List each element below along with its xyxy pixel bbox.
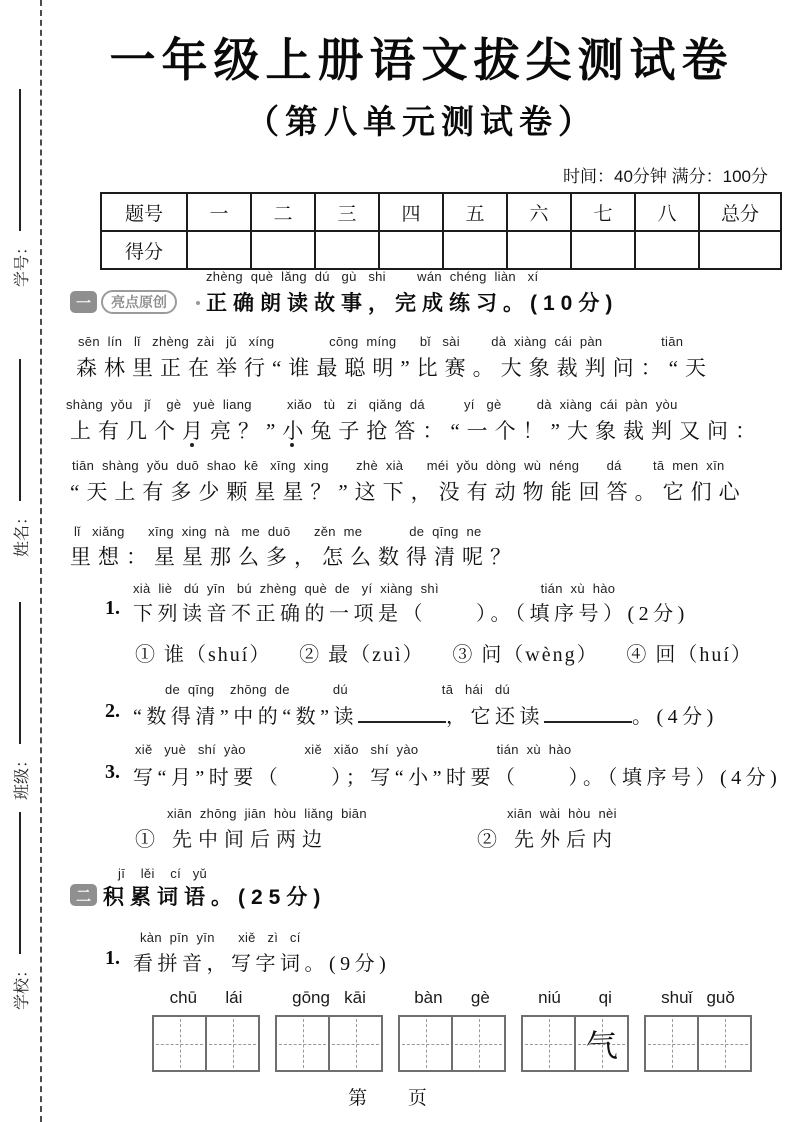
section-two-title: 积累词语。(25分) xyxy=(103,886,327,909)
school-label: 学校： xyxy=(13,961,31,1010)
write-group-2-pinyin: gōng kāi xyxy=(292,988,366,1007)
option-4-label: ④ xyxy=(626,644,649,666)
score-header-cell: 三 xyxy=(315,193,379,231)
score-table-score-row xyxy=(101,231,781,269)
option-3 xyxy=(452,638,598,667)
emphasized-char-xiao: 小 xyxy=(282,419,311,443)
passage-line2-seg0: 上有几个 xyxy=(70,419,182,443)
student-name-label: 姓名： xyxy=(13,508,31,557)
score-header-cell: 总分 xyxy=(699,193,781,231)
passage-line3-text: “天上有多少颗星星？”这下，没有动物能回答。它们心 xyxy=(70,480,747,504)
question3-option2-pinyin: xiān wài hòu nèi xyxy=(507,806,617,821)
score-table xyxy=(100,192,782,270)
question3-option1 xyxy=(135,823,328,852)
student-id-label: 学号： xyxy=(13,238,31,287)
option-2 xyxy=(299,638,424,667)
option-1-text: 谁（shuí） xyxy=(164,644,272,666)
passage-line3-pinyin: tiān shàng yǒu duō shao kē xīng xing zhè xià méi yǒu dòng wù néng dá tā men xīn xyxy=(72,458,725,473)
passage-line2-seg1: 亮？” xyxy=(210,419,283,443)
score-input-cell[interactable] xyxy=(635,231,699,269)
score-input-cell[interactable] xyxy=(187,231,251,269)
write-group-5 xyxy=(644,1015,752,1072)
question2-seg2: ，它还读 xyxy=(446,706,545,728)
passage-line4-pinyin: lǐ xiǎng xīng xing nà me duō zěn me de qīng ne xyxy=(74,524,482,539)
question1-options xyxy=(135,638,753,667)
student-id-field xyxy=(7,57,33,287)
score-input-cell[interactable] xyxy=(699,231,781,269)
question3-option2-label: ② xyxy=(477,829,503,851)
school-field xyxy=(7,780,33,1010)
score-row-label: 得分 xyxy=(101,231,187,269)
write-group-3 xyxy=(398,1015,506,1072)
question3-pinyin: xiě yuè shí yào xiě xiǎo shí yào tián xù hào xyxy=(135,742,572,757)
emphasized-char-yue: 月 xyxy=(182,419,210,443)
option-2-text: 最（zuì） xyxy=(328,644,425,666)
passage-line2-text xyxy=(70,415,763,445)
write-group-4 xyxy=(521,1015,629,1072)
score-header-cell: 五 xyxy=(443,193,507,231)
score-input-cell[interactable] xyxy=(571,231,635,269)
score-header-cell: 七 xyxy=(571,193,635,231)
question1-text: 下列读音不正确的一项是（ ）。（填序号）(2分) xyxy=(133,603,689,625)
class-label: 班级： xyxy=(13,751,31,800)
page-number-footer: 第 页 xyxy=(348,1088,445,1109)
question2-pinyin: de qīng zhōng de dú tā hái dú xyxy=(165,682,511,697)
option-4 xyxy=(626,638,753,667)
option-1-label: ① xyxy=(135,644,157,666)
score-input-cell[interactable] xyxy=(507,231,571,269)
cut-line-divider xyxy=(40,0,42,1122)
question3-option1-pinyin: xiān zhōng jiān hòu liǎng biān xyxy=(167,806,367,821)
section-one-title: 正确朗读故事，完成练习。(10分) xyxy=(206,292,619,315)
question3-option1-text: 先中间后两边 xyxy=(172,829,328,851)
score-header-cell: 一 xyxy=(187,193,251,231)
write-group-3-pinyin: bàn gè xyxy=(414,988,490,1007)
handwritten-qi: 气 xyxy=(584,1026,619,1065)
question2-answer-blank-2[interactable] xyxy=(544,701,632,723)
option-4-text: 回（huí） xyxy=(655,644,753,666)
section-one-title-pinyin: zhèng què lǎng dú gù shi wán chéng liàn xí xyxy=(206,269,539,284)
passage-line1-pinyin: sēn lín lǐ zhèng zài jǔ xíng cōng míng bǐ sài dà xiàng cái pàn tiān xyxy=(78,334,684,349)
score-header-cell: 二 xyxy=(251,193,315,231)
score-header-cell: 四 xyxy=(379,193,443,231)
option-2-label: ② xyxy=(299,644,322,666)
score-header-cell: 六 xyxy=(507,193,571,231)
paper-title: 一年级上册语文拔尖测试卷 xyxy=(109,34,734,86)
question3-number: 3. xyxy=(105,761,120,783)
write-group-1-pinyin: chū lái xyxy=(169,988,243,1007)
writing-cell[interactable] xyxy=(152,1015,207,1072)
passage-line1-text: 森林里正在举行“谁最聪明”比赛。大象裁判问：“天 xyxy=(76,356,713,380)
writing-cell[interactable] xyxy=(207,1015,260,1072)
question2-seg1: “数得清”中的“数”读 xyxy=(133,706,359,728)
writing-cell[interactable] xyxy=(521,1015,576,1072)
section2-question1-text: 看拼音，写字词。(9分) xyxy=(133,953,391,975)
student-name-write-line[interactable] xyxy=(19,359,21,501)
section2-question1-pinyin: kàn pīn yīn xiě zì cí xyxy=(140,930,301,945)
passage-line4-text: 里想：星星那么多，怎么数得清呢？ xyxy=(70,545,518,569)
tag-dot xyxy=(196,301,200,305)
score-header-cell: 八 xyxy=(635,193,699,231)
option-3-label: ③ xyxy=(452,644,475,666)
school-write-line[interactable] xyxy=(19,812,21,954)
write-group-5-pinyin: shuǐ guǒ xyxy=(661,988,735,1007)
score-input-cell[interactable] xyxy=(315,231,379,269)
write-group-1 xyxy=(152,1015,260,1072)
question3-option2 xyxy=(477,823,618,852)
question3-text: 写“月”时要（ ）；写“小”时要（ ）。（填序号）(4分) xyxy=(133,767,782,789)
score-input-cell[interactable] xyxy=(443,231,507,269)
question3-option2-text: 先外后内 xyxy=(514,829,618,851)
student-name-field xyxy=(7,327,33,557)
score-header-cell: 题号 xyxy=(101,193,187,231)
student-id-write-line[interactable] xyxy=(19,89,21,231)
writing-cell[interactable] xyxy=(576,1015,629,1072)
question3-option1-label: ① xyxy=(135,829,161,851)
writing-cell[interactable] xyxy=(453,1015,506,1072)
option-3-text: 问（wèng） xyxy=(481,644,599,666)
writing-cell[interactable] xyxy=(398,1015,453,1072)
writing-cell[interactable] xyxy=(330,1015,383,1072)
score-table-header-row xyxy=(101,193,781,231)
section-two-number-badge: 二 xyxy=(70,884,97,906)
option-1 xyxy=(135,638,271,667)
section2-question1-number: 1. xyxy=(105,947,120,969)
section-two-title-pinyin: jī lěi cí yǔ xyxy=(118,866,208,881)
question1-pinyin: xià liè dú yīn bú zhèng què de yí xiàng shì tián xù hào xyxy=(133,581,616,596)
question2-seg3: 。(4分) xyxy=(632,706,718,728)
score-input-cell[interactable] xyxy=(251,231,315,269)
class-field xyxy=(7,570,33,800)
score-input-cell[interactable] xyxy=(379,231,443,269)
paper-subtitle: （第八单元测试卷） xyxy=(246,103,597,140)
question1-number: 1. xyxy=(105,597,120,619)
question2-answer-blank-1[interactable] xyxy=(358,701,446,723)
writing-cell[interactable] xyxy=(699,1015,752,1072)
question2-text xyxy=(133,700,718,729)
question2-number: 2. xyxy=(105,700,120,722)
original-highlight-tag: 亮点原创 xyxy=(101,290,177,314)
passage-line2-seg2: 兔子抢答：“一个！”大象裁判又问： xyxy=(310,419,763,443)
time-score-info: 时间：40分钟 满分：100分 xyxy=(563,167,768,186)
write-group-4-pinyin: niú qi xyxy=(538,988,612,1007)
write-group-2 xyxy=(275,1015,383,1072)
passage-line2-pinyin: shàng yǒu jǐ gè yuè liang xiǎo tù zi qiǎng dá yí gè dà xiàng cái pàn yòu xyxy=(66,397,678,412)
section-one-number-badge: 一 xyxy=(70,291,97,313)
class-write-line[interactable] xyxy=(19,602,21,744)
writing-cell[interactable] xyxy=(275,1015,330,1072)
writing-cell[interactable] xyxy=(644,1015,699,1072)
